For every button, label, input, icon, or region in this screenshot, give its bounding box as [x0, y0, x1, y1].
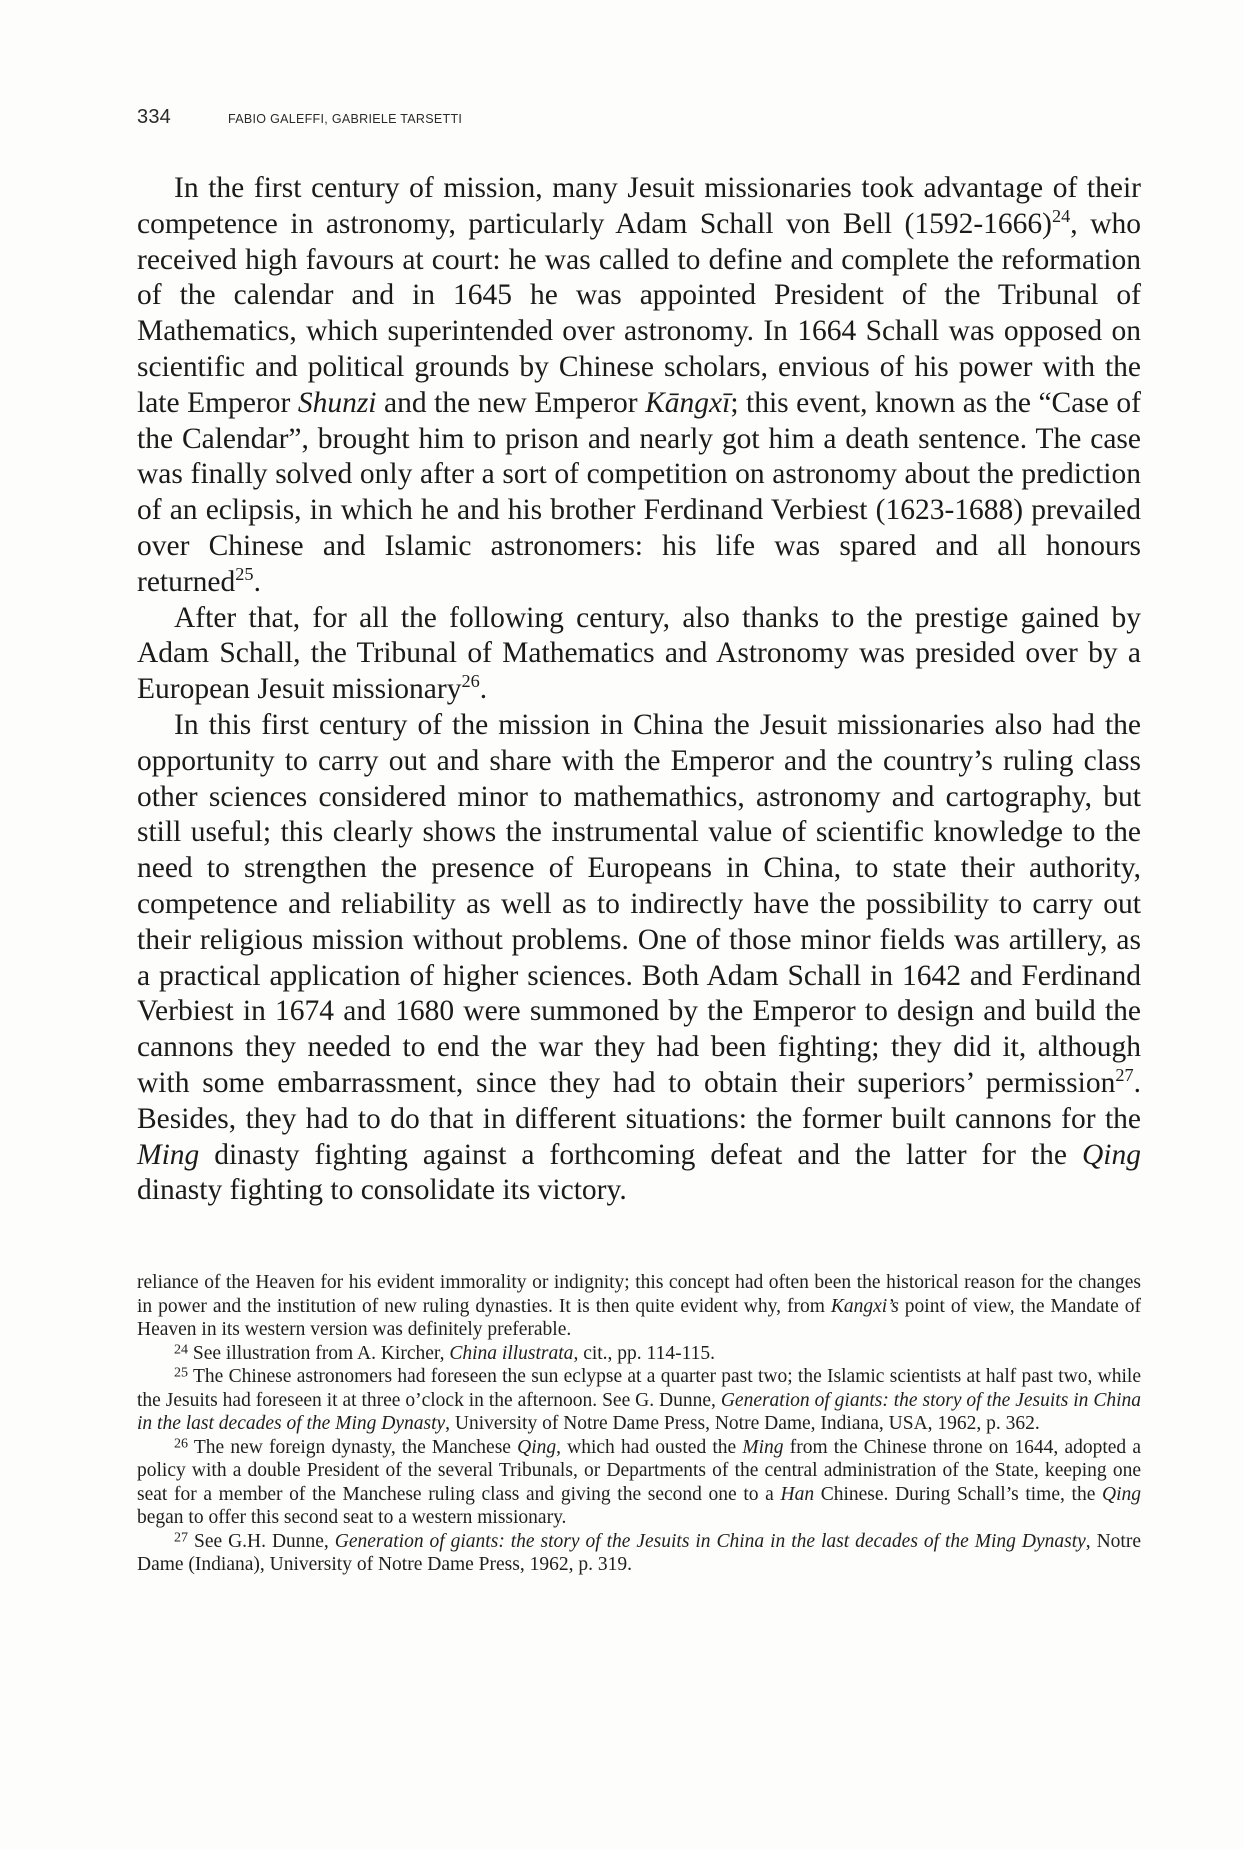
text-run: In this first century of the mission in China the Jesuit missionaries also had the opportunity to carry out and share with the Emperor and the country’s ruling class other sciences considered minor to mathemathics, astronomy and cartography, but still useful; this clearly shows the instrumental value of scientific knowledge to the need to strengthen the presence of Europeans in China, to state their authority, competence and reliability as well as to indirectly have the possibility to carry out their religious mission without problems. One of those minor fields was artillery, as a practical application of higher sciences. Both Adam Schall in 1642 and Ferdinand Verbiest in 1674 and 1680 were summoned by the Emperor to design and build the cannons they needed to end the war they had been fighting; they did it, although with some embarrassment, since they had to obtain their superiors’ permission — [137, 708, 1141, 1099]
italic-term: Qing — [517, 1436, 557, 1458]
text-run: The Chinese astronomers had foreseen the sun eclypse at a quarter past two; the Islamic scientists at half past two, while the Jesuits had foreseen it at three o’clock in the afternoon. See G. Dunne, — [137, 1366, 1141, 1411]
text-run: After that, for all the following century, also thanks to the prestige gained by Adam Schall, the Tribunal of Mathematics and Astronomy was presided over by a European Jesuit missionary — [137, 601, 1141, 706]
paragraph-2 — [137, 601, 1141, 708]
text-run: point of view, the Mandate of Heaven in its western version was definitely preferable. — [137, 1295, 1141, 1340]
italic-term: Qing — [1082, 1138, 1141, 1171]
text-run: dinasty fighting to consolidate its victory. — [137, 1174, 627, 1207]
footnotes — [137, 1271, 1141, 1577]
paragraph-1 — [137, 171, 1141, 601]
italic-term: Ming — [742, 1436, 784, 1458]
footnote-26 — [137, 1436, 1141, 1530]
footnote-ref-26: 26 — [461, 671, 480, 692]
text-run: . — [479, 673, 488, 706]
italic-term: Ming — [137, 1138, 200, 1171]
footnote-number: 24 — [174, 1341, 189, 1358]
italic-term: Qing — [1102, 1483, 1142, 1505]
text-run: , who received high favours at court: he was called to define and complete the reformation of the calendar and in 1645 he was appointed President of the Tribunal of Mathematics, which superintended over astronomy. In 1664 Schall was opposed on scientific and political grounds by Chinese scholars, envious of his power with the late Emperor — [137, 207, 1141, 419]
text-run: See G.H. Dunne, — [188, 1530, 335, 1552]
footnote-24 — [137, 1342, 1141, 1366]
text-run: See illustration from A. Kircher, — [188, 1342, 450, 1364]
running-head — [137, 106, 1137, 134]
italic-title: Generation of giants: the story of the Jesuits in China in the last decades of the Ming Dynasty — [334, 1530, 1086, 1552]
text-run: In the first century of mission, many Jesuit missionaries took advantage of their competence in astronomy, particularly Adam Schall von Bell (1592-1666) — [137, 172, 1141, 240]
footnote-27 — [137, 1530, 1141, 1577]
main-text — [137, 171, 1141, 1209]
text-run: Chinese. During Schall’s time, the — [814, 1483, 1103, 1505]
text-run: , Notre Dame (Indiana), University of Notre Dame Press, 1962, p. 319. — [137, 1530, 1142, 1575]
text-run: from the Chinese throne on 1644, adopted a policy with a double President of the several Tribunals, or Departments of the central administration of the State, keeping one seat for a member of the Manchese ruling class and giving the second one to a — [137, 1436, 1142, 1505]
text-run: reliance of the Heaven for his evident immorality or indignity; this concept had often been the historical reason for the changes in power and the institution of new ruling dynasties. It is then quite evident why, from — [137, 1272, 1141, 1317]
footnote-ref-27: 27 — [1115, 1064, 1134, 1085]
italic-term: Kangxi’s — [830, 1295, 899, 1317]
text-run: began to offer this second seat to a western missionary. — [137, 1507, 567, 1528]
text-run: and the new Emperor — [376, 386, 646, 419]
running-head-authors: FABIO GALEFFI, GABRIELE TARSETTI — [227, 112, 463, 126]
text-run: . — [253, 565, 261, 598]
text-run: , University of Notre Dame Press, Notre Dame, Indiana, USA, 1962, p. 362. — [445, 1413, 1040, 1434]
text-run: dinasty fighting against a forthcoming defeat and the latter for the — [199, 1138, 1082, 1171]
text-run: The new foreign dynasty, the Manchese — [188, 1436, 518, 1458]
italic-title: China illustrata — [449, 1342, 574, 1364]
italic-term: Han — [780, 1483, 815, 1505]
italic-title: Generation of giants: the story of the Jesuits in China in the last decades of the Ming Dynasty — [137, 1389, 1141, 1434]
text-run: , which had ousted the — [556, 1436, 743, 1458]
footnote-number: 26 — [174, 1435, 189, 1452]
footnote-ref-25: 25 — [235, 563, 254, 584]
footnote-continuation — [137, 1271, 1141, 1342]
footnote-25 — [137, 1365, 1141, 1436]
text-run: . Besides, they had to do that in different situations: the former built cannons for the — [137, 1066, 1141, 1135]
page-number: 334 — [137, 106, 171, 128]
footnote-ref-24: 24 — [1052, 205, 1071, 226]
italic-term: Kāngxī — [645, 386, 731, 419]
footnote-number: 25 — [174, 1364, 189, 1381]
italic-term: Shunzi — [297, 386, 377, 419]
text-run: ; this event, known as the “Case of the Calendar”, brought him to prison and nearly got him a death sentence. The case was finally solved only after a sort of competition on astronomy about the prediction of an eclipsis, in which he and his brother Ferdinand Verbiest (1623-1688) prevailed over Chinese and Islamic astronomers: his life was spared and all honours returned — [137, 386, 1141, 598]
footnote-number: 27 — [174, 1529, 189, 1546]
text-run: , cit., pp. 114-115. — [573, 1342, 715, 1364]
paragraph-3 — [137, 708, 1141, 1209]
